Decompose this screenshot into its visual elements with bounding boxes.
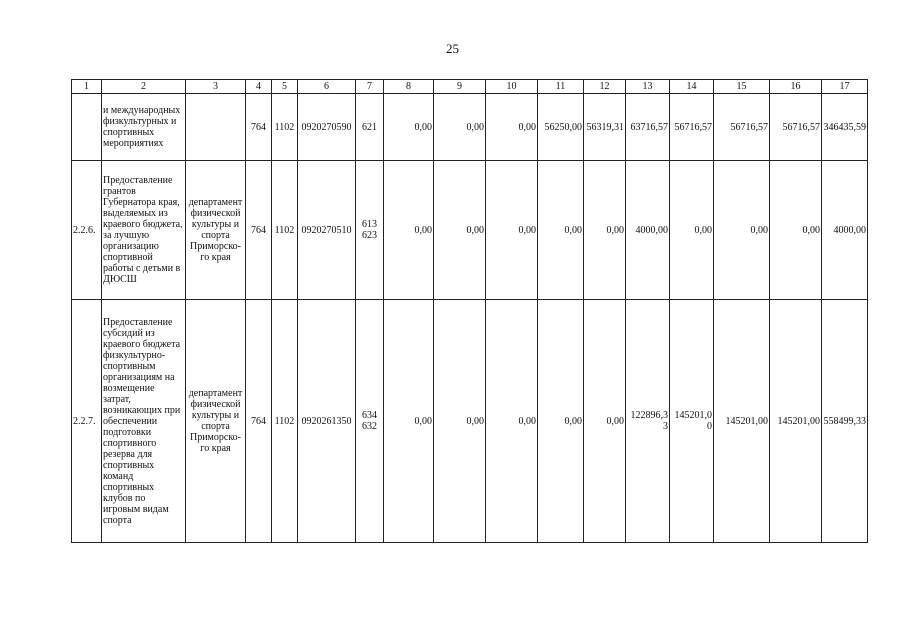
- cell-15: 0,00: [714, 161, 770, 300]
- header-cell: 16: [770, 80, 822, 94]
- cell-12: 56319,31: [584, 94, 626, 161]
- cell-5: 1102: [272, 161, 298, 300]
- header-cell: 5: [272, 80, 298, 94]
- header-cell: 12: [584, 80, 626, 94]
- header-cell: 6: [298, 80, 356, 94]
- cell-10: 0,00: [486, 300, 538, 543]
- cell-5: 1102: [272, 94, 298, 161]
- cell-17: 346435,59: [822, 94, 868, 161]
- cell-17: 4000,00: [822, 161, 868, 300]
- cell-10: 0,00: [486, 94, 538, 161]
- cell-7: 634 632: [356, 300, 384, 543]
- header-cell: 9: [434, 80, 486, 94]
- header-cell: 7: [356, 80, 384, 94]
- table-row: [72, 300, 868, 543]
- header-cell: 1: [72, 80, 102, 94]
- header-row: [72, 80, 868, 94]
- cell-11: 0,00: [538, 300, 584, 543]
- cell-6: 0920270510: [298, 161, 356, 300]
- cell-15: 145201,00: [714, 300, 770, 543]
- header-cell: 14: [670, 80, 714, 94]
- item-name: Предоставление грантов Губернатора края, выделяемых из краевого бюджета, за лучшую организацию спортивной работы с детьми в ДЮСШ: [102, 161, 186, 300]
- cell-14: 56716,57: [670, 94, 714, 161]
- header-cell: 11: [538, 80, 584, 94]
- executor: [186, 94, 246, 161]
- cell-4: 764: [246, 300, 272, 543]
- header-cell: 2: [102, 80, 186, 94]
- executor: департамент физической культуры и спорта Приморско-го края: [186, 300, 246, 543]
- cell-7: 613 623: [356, 161, 384, 300]
- cell-14: 145201,00: [670, 300, 714, 543]
- cell-6: 0920261350: [298, 300, 356, 543]
- item-name: и международных физкультурных и спортивных мероприятиях: [102, 94, 186, 161]
- header-cell: 4: [246, 80, 272, 94]
- item-name: Предоставление субсидий из краевого бюджета физкультурно-спортивным организациям на возмещение затрат, возникающих при обеспечении подготовки спортивного резерва для спортивных команд спортивных клубов по игровым видам спорта: [102, 300, 186, 543]
- cell-13: 63716,57: [626, 94, 670, 161]
- cell-13: 4000,00: [626, 161, 670, 300]
- cell-16: 145201,00: [770, 300, 822, 543]
- cell-8: 0,00: [384, 300, 434, 543]
- header-cell: 10: [486, 80, 538, 94]
- cell-8: 0,00: [384, 161, 434, 300]
- cell-8: 0,00: [384, 94, 434, 161]
- cell-4: 764: [246, 161, 272, 300]
- cell-10: 0,00: [486, 161, 538, 300]
- cell-11: 0,00: [538, 161, 584, 300]
- cell-16: 0,00: [770, 161, 822, 300]
- cell-9: 0,00: [434, 300, 486, 543]
- header-cell: 15: [714, 80, 770, 94]
- cell-13: 122896,33: [626, 300, 670, 543]
- cell-16: 56716,57: [770, 94, 822, 161]
- table-row: [72, 94, 868, 161]
- header-cell: 3: [186, 80, 246, 94]
- cell-4: 764: [246, 94, 272, 161]
- header-cell: 8: [384, 80, 434, 94]
- cell-5: 1102: [272, 300, 298, 543]
- table-row: [72, 161, 868, 300]
- page-number: 25: [446, 41, 459, 56]
- item-number: 2.2.7.: [72, 300, 102, 543]
- cell-9: 0,00: [434, 161, 486, 300]
- cell-12: 0,00: [584, 161, 626, 300]
- header-cell: 17: [822, 80, 868, 94]
- cell-15: 56716,57: [714, 94, 770, 161]
- header-cell: 13: [626, 80, 670, 94]
- executor: департамент физической культуры и спорта Приморско-го края: [186, 161, 246, 300]
- cell-6: 0920270590: [298, 94, 356, 161]
- cell-9: 0,00: [434, 94, 486, 161]
- cell-7: 621: [356, 94, 384, 161]
- item-number: [72, 94, 102, 161]
- item-number: 2.2.6.: [72, 161, 102, 300]
- cell-12: 0,00: [584, 300, 626, 543]
- cell-14: 0,00: [670, 161, 714, 300]
- cell-11: 56250,00: [538, 94, 584, 161]
- cell-17: 558499,33: [822, 300, 868, 543]
- budget-table: [71, 79, 868, 543]
